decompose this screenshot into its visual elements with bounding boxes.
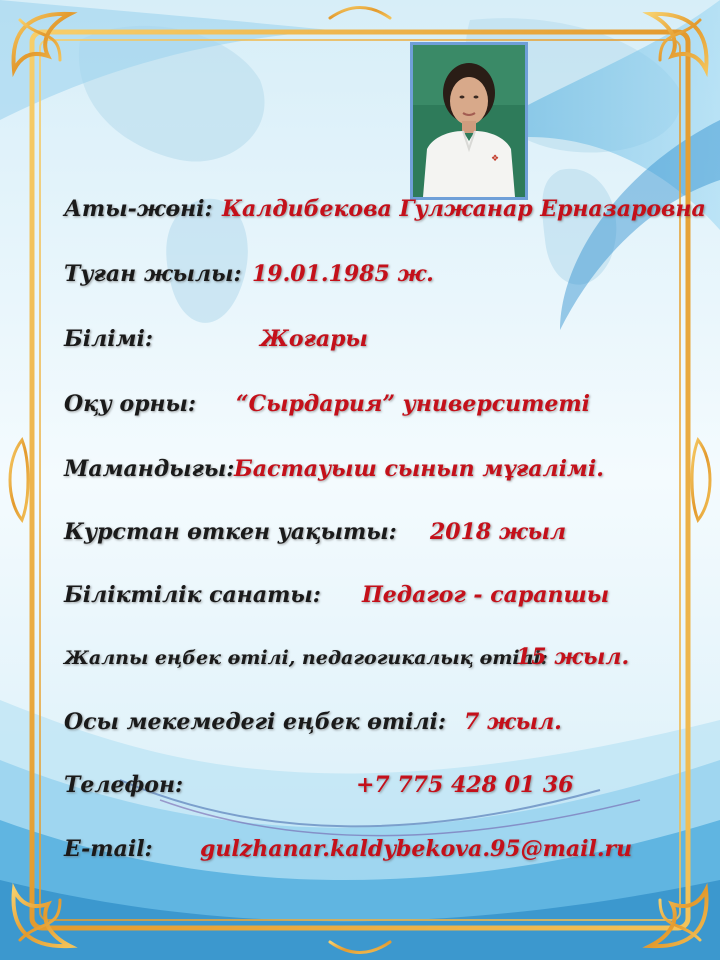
profile-photo bbox=[410, 42, 528, 200]
full-name-label: Аты-жөні: bbox=[64, 196, 213, 222]
institution-label: Оқу орны: bbox=[64, 391, 197, 417]
total-experience-value: 15 жыл. bbox=[516, 644, 630, 670]
svg-text:❖: ❖ bbox=[491, 154, 500, 164]
specialty-value: Бастауыш сынып мұғалімі. bbox=[234, 456, 604, 482]
phone-value: +7 775 428 01 36 bbox=[356, 772, 574, 798]
qualification-label: Біліктілік санаты: bbox=[64, 582, 321, 608]
education-value: Жоғары bbox=[260, 326, 368, 352]
birth-year-label: Туған жылы: bbox=[64, 261, 242, 287]
phone-label: Телефон: bbox=[64, 772, 184, 798]
qualification-value: Педагог - сарапшы bbox=[362, 582, 610, 608]
email-value[interactable]: gulzhanar.kaldybekova.95@mail.ru bbox=[200, 836, 633, 862]
total-experience-label: Жалпы еңбек өтілі, педагогикалық өтілі: bbox=[64, 647, 548, 669]
education-label: Білімі: bbox=[64, 326, 154, 352]
institution-experience-label: Осы мекемедегі еңбек өтілі: bbox=[64, 709, 447, 735]
institution-value: “Сырдария” университеті bbox=[236, 391, 591, 417]
specialty-label: Мамандығы: bbox=[64, 456, 235, 482]
course-time-value: 2018 жыл bbox=[430, 519, 567, 545]
birth-year-value: 19.01.1985 ж. bbox=[252, 261, 434, 287]
email-label: E-mail: bbox=[64, 836, 153, 862]
full-name-value: Калдибекова Гулжанар Ерназаровна bbox=[222, 196, 706, 222]
institution-experience-value: 7 жыл. bbox=[464, 709, 562, 735]
course-time-label: Курстан өткен уақыты: bbox=[64, 519, 397, 545]
